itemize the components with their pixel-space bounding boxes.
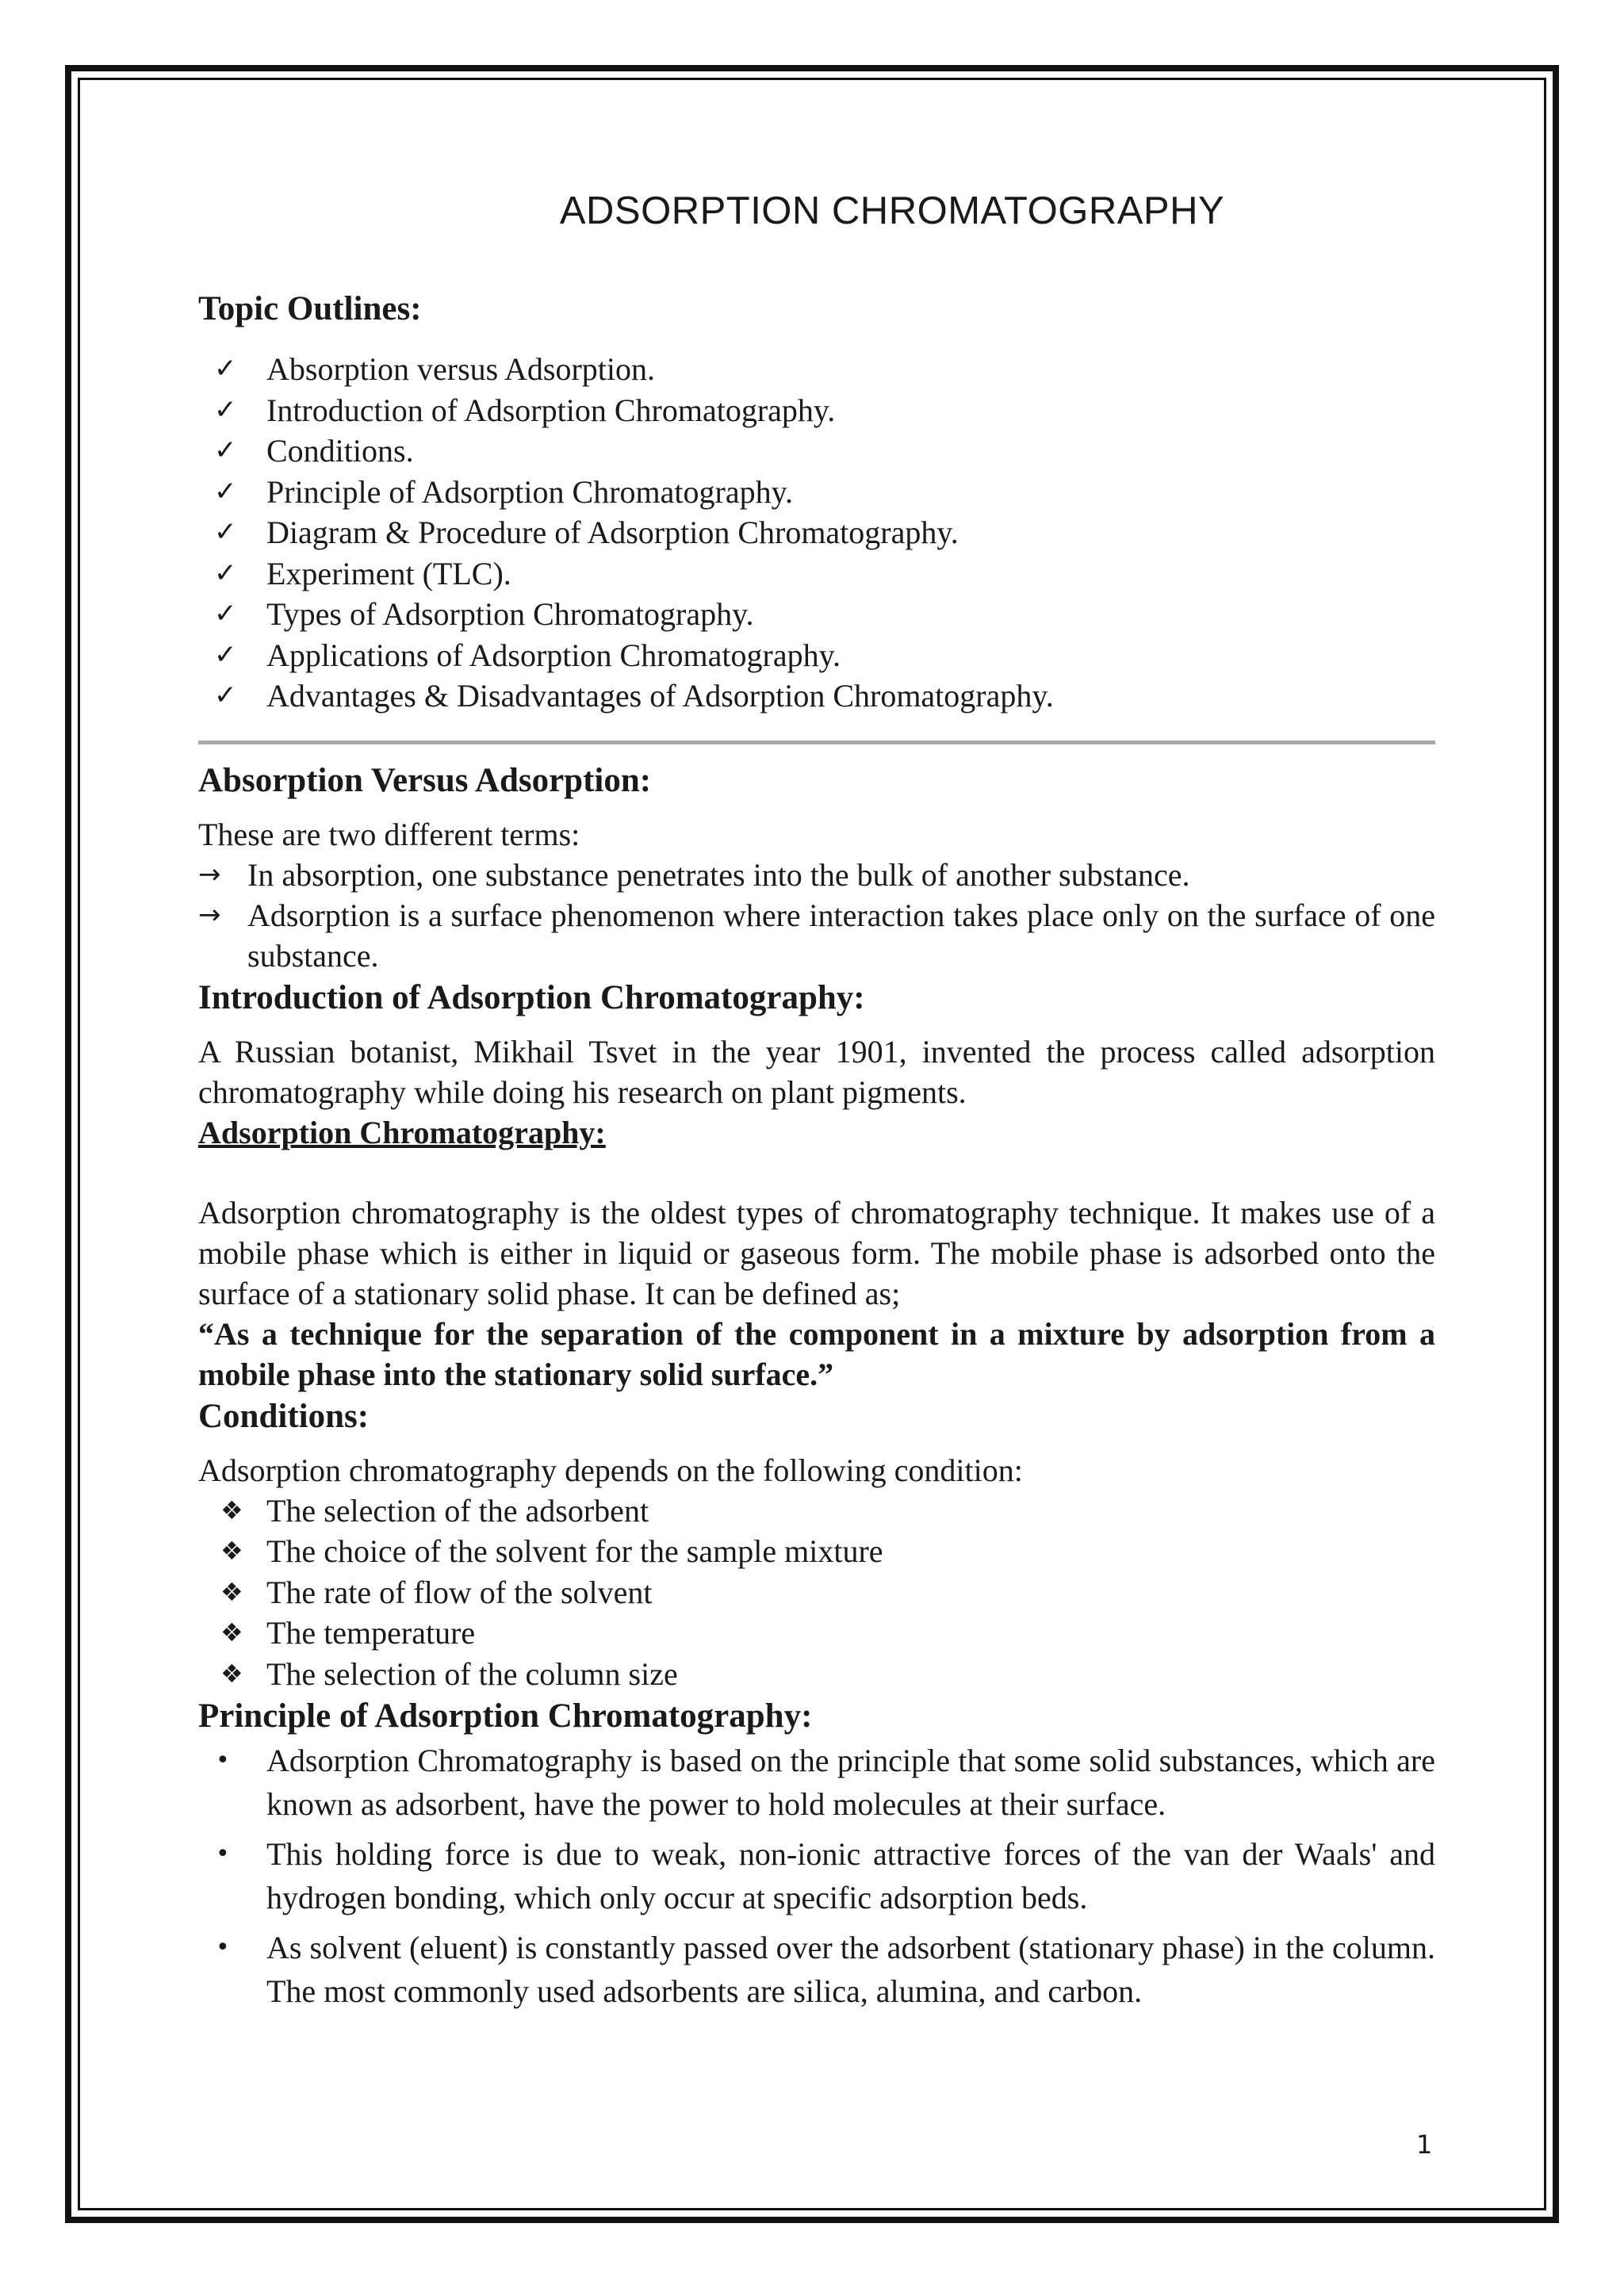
checkmark-icon: ✓ [214, 679, 237, 711]
checkmark-icon: ✓ [214, 598, 237, 629]
diamond-bullet-icon: ❖ [220, 1617, 243, 1647]
absorption-points [198, 855, 1435, 976]
conditions-intro: Adsorption chromatography depends on the following condition: [198, 1452, 1023, 1488]
principle-heading: Principle of Adsorption Chromatography: [198, 1697, 813, 1735]
outline-item: ✓ Diagram & Procedure of Adsorption Chromatography. [198, 512, 1435, 553]
document-content [198, 189, 1435, 2019]
outline-item: ✓ Conditions. [198, 430, 1435, 472]
list-item: → Adsorption is a surface phenomenon where interaction takes place only on the surface of one substance. [198, 895, 1435, 976]
conditions-heading: Conditions: [198, 1397, 370, 1435]
list-item: ❖ The rate of flow of the solvent [198, 1572, 1435, 1613]
bullet-icon: • [216, 1840, 230, 1868]
list-item: • As solvent (eluent) is constantly passed over the adsorbent (stationary phase) in the column. The most commonly used adsorbents are silica, alumina, and carbon. [198, 1926, 1435, 2013]
outline-item: ✓ Experiment (TLC). [198, 553, 1435, 595]
arrow-right-icon: → [198, 858, 221, 890]
arrow-right-icon: → [198, 898, 221, 931]
conditions-list [198, 1490, 1435, 1695]
diamond-bullet-icon: ❖ [220, 1658, 243, 1689]
diamond-bullet-icon: ❖ [220, 1494, 243, 1525]
list-item: • This holding force is due to weak, non-ionic attractive forces of the van der Waals' and hydrogen bonding, which only occur at specific adsorption beds. [198, 1832, 1435, 1919]
page-number: 1 [1416, 2130, 1433, 2160]
checkmark-icon: ✓ [214, 516, 237, 548]
topic-outline-list [198, 349, 1435, 717]
adsorption-subheading: Adsorption Chromatography: [198, 1114, 606, 1150]
outline-item: ✓ Applications of Adsorption Chromatography. [198, 635, 1435, 676]
diamond-bullet-icon: ❖ [220, 1536, 243, 1566]
outline-item: ✓ Absorption versus Adsorption. [198, 349, 1435, 390]
list-item: → In absorption, one substance penetrates into the bulk of another substance. [198, 855, 1435, 895]
checkmark-icon: ✓ [214, 638, 237, 671]
checkmark-icon: ✓ [214, 434, 237, 466]
list-item: ❖ The selection of the column size [198, 1654, 1435, 1695]
checkmark-icon: ✓ [214, 557, 237, 589]
outline-item: ✓ Principle of Adsorption Chromatography. [198, 472, 1435, 513]
list-item: • Adsorption Chromatography is based on the principle that some solid substances, which are known as adsorbent, have the power to hold molecules at their surface. [198, 1739, 1435, 1826]
section-divider [198, 740, 1435, 744]
outline-item: ✓ Advantages & Disadvantages of Adsorption Chromatography. [198, 675, 1435, 717]
checkmark-icon: ✓ [214, 475, 237, 507]
absorption-intro: These are two different terms: [198, 816, 580, 852]
introduction-text: A Russian botanist, Mikhail Tsvet in the year 1901, invented the process called adsorption chromatography while doing his research on plant pigments. [198, 1033, 1435, 1110]
document-title: ADSORPTION CHROMATOGRAPHY [559, 189, 1225, 232]
list-item: ❖ The temperature [198, 1613, 1435, 1654]
list-item: ❖ The choice of the solvent for the sample mixture [198, 1531, 1435, 1572]
principle-list [198, 1739, 1435, 2013]
bullet-icon: • [216, 1747, 230, 1774]
absorption-heading: Absorption Versus Adsorption: [198, 761, 652, 799]
bullet-icon: • [216, 1934, 230, 1961]
definition-quote: “As a technique for the separation of the component in a mixture by adsorption from a mobile phase into the stationary solid surface.” [198, 1315, 1435, 1392]
outline-item: ✓ Introduction of Adsorption Chromatography. [198, 390, 1435, 431]
definition-text: Adsorption chromatography is the oldest types of chromatography technique. It makes use of a mobile phase which is either in liquid or gaseous form. The mobile phase is adsorbed onto the surface of a stationary solid phase. It can be defined as; [198, 1194, 1435, 1311]
list-item: ❖ The selection of the adsorbent [198, 1490, 1435, 1532]
topic-outlines-heading: Topic Outlines: [198, 290, 422, 327]
outline-item: ✓ Types of Adsorption Chromatography. [198, 594, 1435, 635]
diamond-bullet-icon: ❖ [220, 1576, 243, 1607]
checkmark-icon: ✓ [214, 353, 237, 385]
introduction-heading: Introduction of Adsorption Chromatography: [198, 978, 865, 1016]
checkmark-icon: ✓ [214, 393, 237, 426]
